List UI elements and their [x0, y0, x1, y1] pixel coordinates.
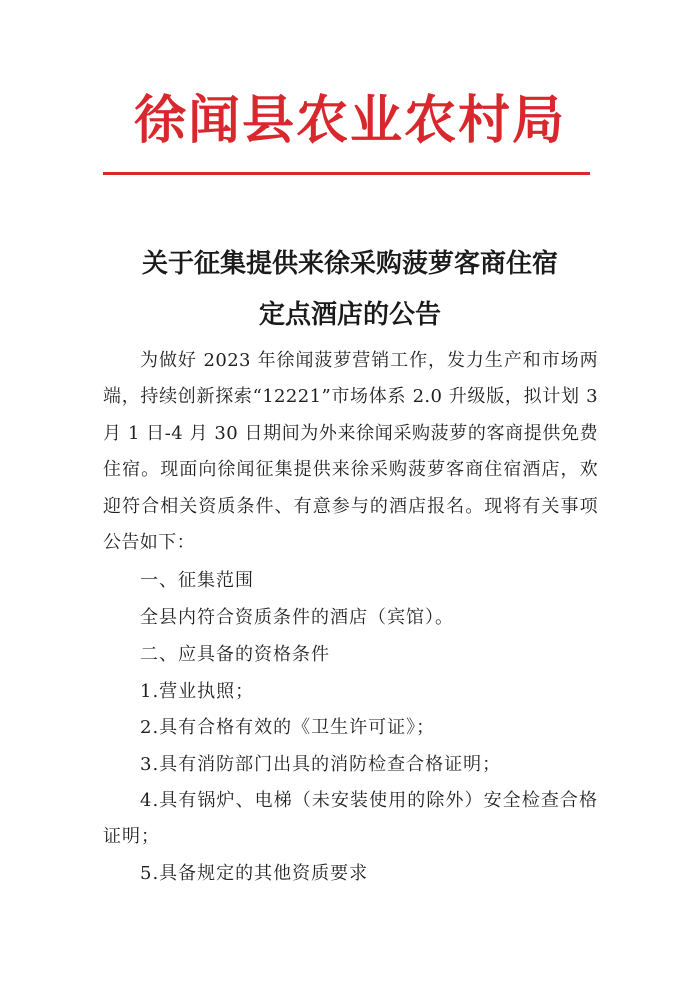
list-item: 3.具有消防部门出具的消防检查合格证明；	[140, 754, 502, 775]
notice-title-line-1: 关于征集提供来徐采购菠萝客商住宿	[141, 249, 558, 279]
list-item: 2.具有合格有效的《卫生许可证》；	[140, 717, 436, 738]
section-2-heading: 二、应具备的资格条件	[140, 644, 330, 665]
intro-paragraph: 为做好 2023 年徐闻菠萝营销工作，发力生产和市场两端，持续创新探索“12221”市场体系 2.0 升级版，拟计划 3 月 1 日-4 月 30 日期间为外来徐闻采购菠萝的客商提供免费住宿。现面向徐闻征集提供来徐采购菠萝客商住宿酒店，欢迎符合相关资质条件、有意参与的酒店报名。现将有关事项公告如下：	[103, 350, 598, 554]
list-item: 1.营业执照；	[140, 681, 255, 702]
list-item: 5.具备规定的其他资质要求	[140, 863, 369, 884]
red-header-rule	[103, 172, 590, 175]
section-1-text: 全县内符合资质条件的酒店（宾馆）。	[140, 607, 454, 628]
notice-title-line-2: 定点酒店的公告	[258, 300, 441, 330]
list-item: 4.具有锅炉、电梯（未安装使用的除外）安全检查合格证明；	[103, 790, 598, 848]
section-1-heading: 一、征集范围	[140, 570, 254, 591]
masthead-org-name: 徐闻县农业农村局	[133, 90, 566, 151]
